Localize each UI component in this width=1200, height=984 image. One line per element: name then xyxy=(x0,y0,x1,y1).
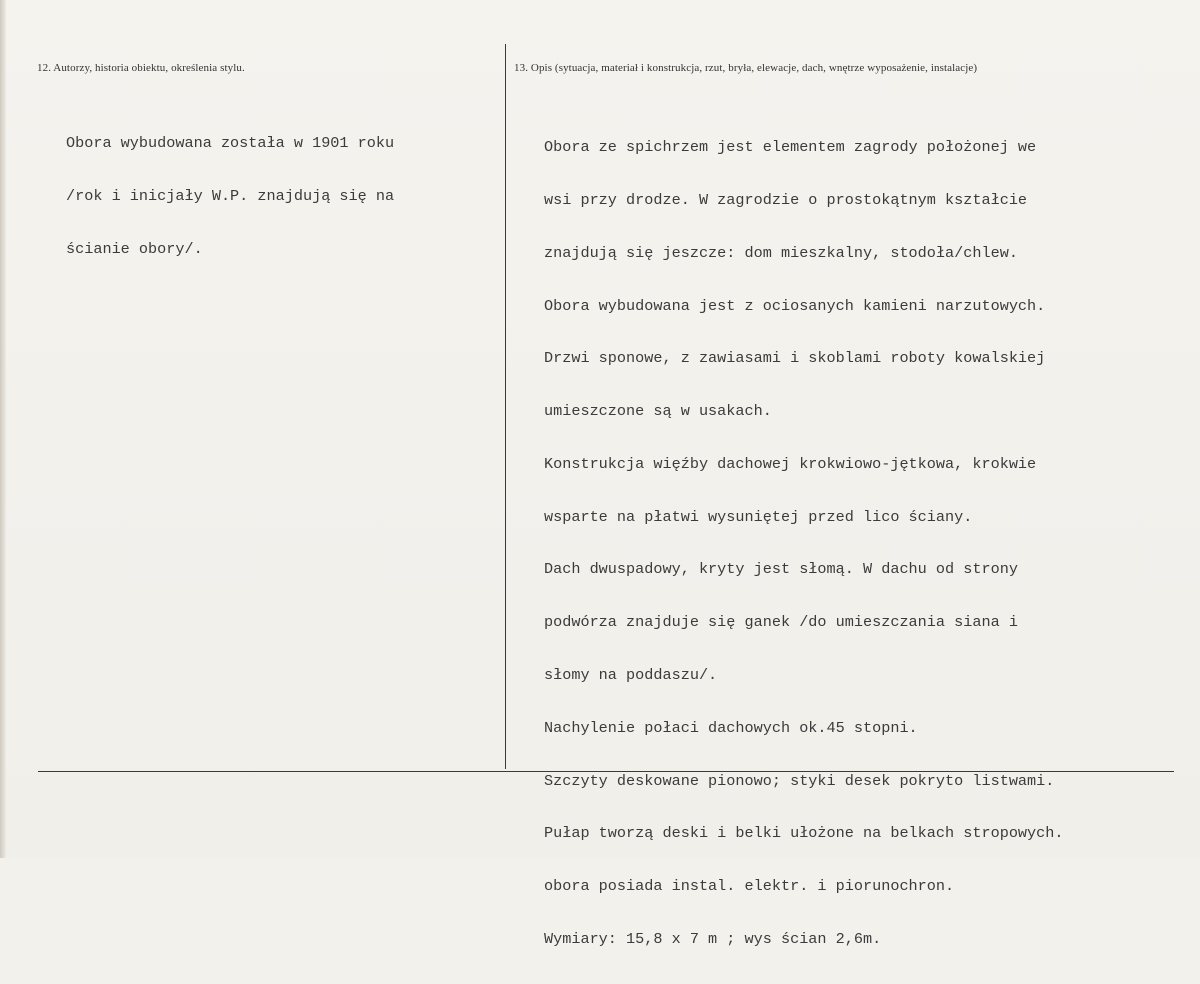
typed-line: znajdują się jeszcze: dom mieszkalny, stodoła/chlew. xyxy=(544,243,1018,262)
typed-line: Konstrukcja więźby dachowej krokwiowo-jętkowa, krokwie xyxy=(544,454,1037,473)
typed-line: Drzwi sponowe, z zawiasami i skoblami roboty kowalskiej xyxy=(544,349,1046,368)
typed-line: Obora wybudowana jest z ociosanych kamieni narzutowych. xyxy=(544,296,1046,315)
typed-line: Obora wybudowana została w 1901 roku xyxy=(66,134,395,153)
column-divider xyxy=(505,44,506,769)
typed-line: Wymiary: 15,8 x 7 m ; wys ścian 2,6m. xyxy=(544,929,882,948)
typed-line: Nachylenie połaci dachowych ok.45 stopni. xyxy=(544,718,918,737)
typed-line: Szczyty deskowane pionowo; styki desek pokryto listwami. xyxy=(544,771,1055,790)
typed-line: słomy na poddaszu/. xyxy=(544,666,718,684)
page-edge-shadow xyxy=(0,0,6,858)
typed-line: obora posiada instal. elektr. i piorunochron. xyxy=(544,877,955,896)
typed-line: ścianie obory/. xyxy=(66,239,203,258)
typed-line: podwórza znajduje się ganek /do umieszczania siana i xyxy=(544,613,1018,632)
typed-line: wsi przy drodze. W zagrodzie o prostokątnym kształcie xyxy=(544,190,1028,209)
section-13-typed-text xyxy=(544,104,1064,984)
typed-line: wsparte na płatwi wysuniętej przed lico ściany. xyxy=(544,507,973,526)
typed-line: /rok i inicjały W.P. znajdują się na xyxy=(66,186,395,205)
section-13-heading: 13. Opis (sytuacja, materiał i konstrukcja, rzut, bryła, elewacje, dach, wnętrze wyposażenie, instalacje) xyxy=(514,62,978,74)
typed-line: Dach dwuspadowy, kryty jest słomą. W dachu od strony xyxy=(544,560,1018,579)
typed-line: umieszczone są w usakach. xyxy=(544,402,772,421)
section-12-typed-text xyxy=(66,100,394,294)
typed-line: Obora ze spichrzem jest elementem zagrody położonej we xyxy=(544,138,1037,157)
section-12-heading: 12. Autorzy, historia obiektu, określenia stylu. xyxy=(37,62,245,74)
typed-line: Pułap tworzą deski i belki ułożone na belkach stropowych. xyxy=(544,824,1064,843)
